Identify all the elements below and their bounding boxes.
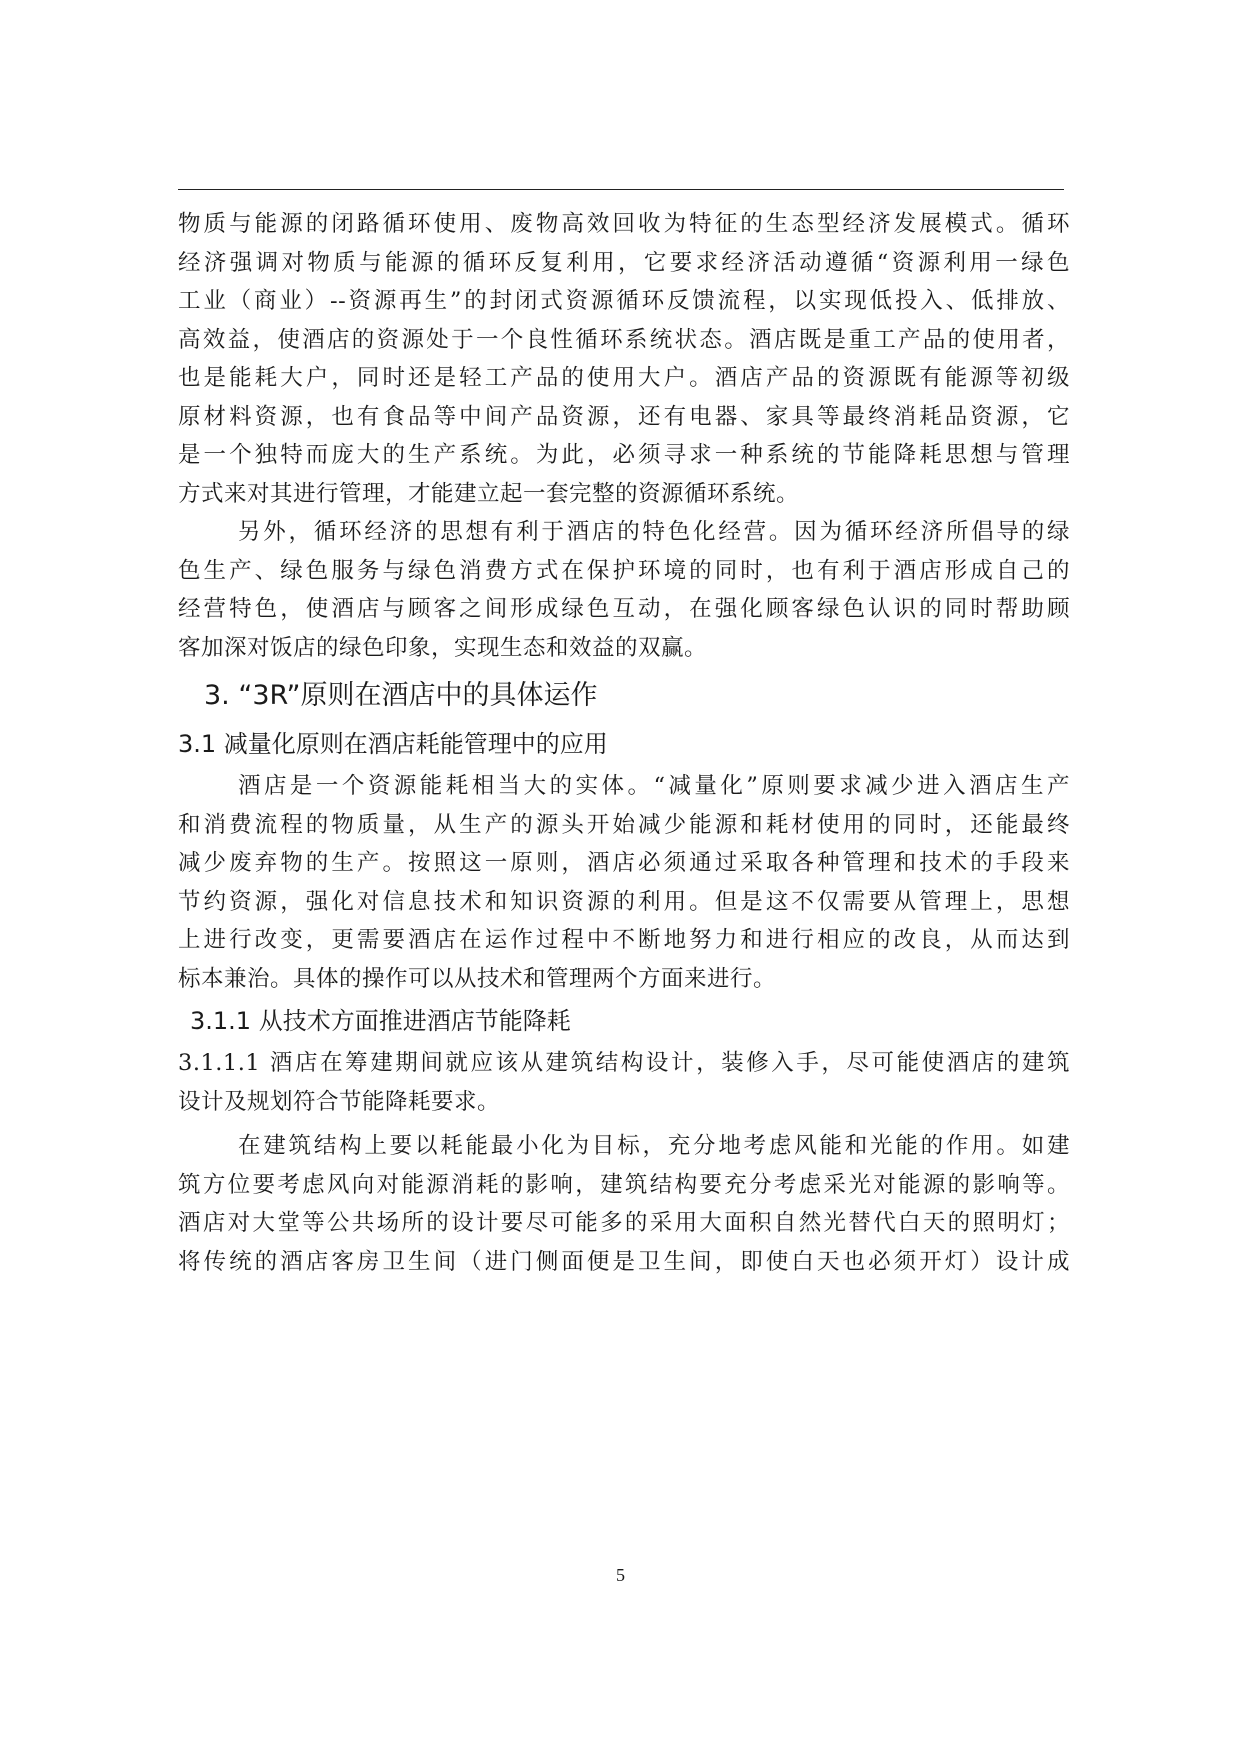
paragraph-line: 经营特色，使酒店与顾客之间形成绿色互动，在强化顾客绿色认识的同时帮助顾 [178,596,1070,622]
paragraph-line: 工业（商业）--资源再生”的封闭式资源循环反馈流程，以实现低投入、低排放、 [178,288,1070,314]
paragraph-line: 减少废弃物的生产。按照这一原则，酒店必须通过采取各种管理和技术的手段来 [178,850,1070,876]
paragraph-line: 另外，循环经济的思想有利于酒店的特色化经营。因为循环经济所倡导的绿 [238,519,1070,545]
paragraph-line: 酒店是一个资源能耗相当大的实体。“减量化”原则要求减少进入酒店生产 [238,773,1070,799]
paragraph-line: 也是能耗大户，同时还是轻工产品的使用大户。酒店产品的资源既有能源等初级 [178,365,1070,391]
subsection-heading: 3.1 减量化原则在酒店耗能管理中的应用 [178,730,608,758]
paragraph-line: 标本兼治。具体的操作可以从技术和管理两个方面来进行。 [178,965,777,992]
paragraph-line: 酒店对大堂等公共场所的设计要尽可能多的采用大面积自然光替代白天的照明灯； [178,1210,1070,1236]
paragraph-line: 客加深对饭店的绿色印象，实现生态和效益的双赢。 [178,634,708,661]
paragraph-line: 是一个独特而庞大的生产系统。为此，必须寻求一种系统的节能降耗思想与管理 [178,442,1070,468]
paragraph-line: 筑方位要考虑风向对能源消耗的影响，建筑结构要充分考虑采光对能源的影响等。 [178,1171,1070,1198]
page-number: 5 [616,1565,625,1585]
paragraph-line: 将传统的酒店客房卫生间（进门侧面便是卫生间，即使白天也必须开灯）设计成 [178,1248,1070,1275]
paragraph-line: 3.1.1.1 酒店在筹建期间就应该从建筑结构设计，装修入手，尽可能使酒店的建筑 [178,1050,1070,1076]
paragraph-line: 物质与能源的闭路循环使用、废物高效回收为特征的生态型经济发展模式。循环 [178,211,1070,237]
subsubsection-heading: 3.1.1 从技术方面推进酒店节能降耗 [190,1007,571,1035]
paragraph-line: 上进行改变，更需要酒店在运作过程中不断地努力和进行相应的改良，从而达到 [178,927,1070,953]
paragraph-line: 在建筑结构上要以耗能最小化为目标，充分地考虑风能和光能的作用。如建 [238,1133,1070,1159]
paragraph-line: 高效益，使酒店的资源处于一个良性循环系统状态。酒店既是重工产品的使用者， [178,326,1070,353]
paragraph-line: 设计及规划符合节能降耗要求。 [178,1088,501,1115]
paragraph-line: 节约资源，强化对信息技术和知识资源的利用。但是这不仅需要从管理上，思想 [178,888,1070,915]
paragraph-line: 色生产、绿色服务与绿色消费方式在保护环境的同时，也有利于酒店形成自己的 [178,557,1070,584]
paragraph-line: 方式来对其进行管理，才能建立起一套完整的资源循环系统。 [178,480,800,507]
body-text [178,205,1070,1281]
header-rule [178,189,1064,190]
paragraph-line: 原材料资源，也有食品等中间产品资源，还有电器、家具等最终消耗品资源，它 [178,403,1070,430]
paragraph-line: 和消费流程的物质量，从生产的源头开始减少能源和耗材使用的同时，还能最终 [178,811,1070,838]
section-heading: 3. “3R”原则在酒店中的具体运作 [204,680,598,711]
paragraph-line: 经济强调对物质与能源的循环反复利用，它要求经济活动遵循“资源利用一绿色 [178,249,1070,276]
